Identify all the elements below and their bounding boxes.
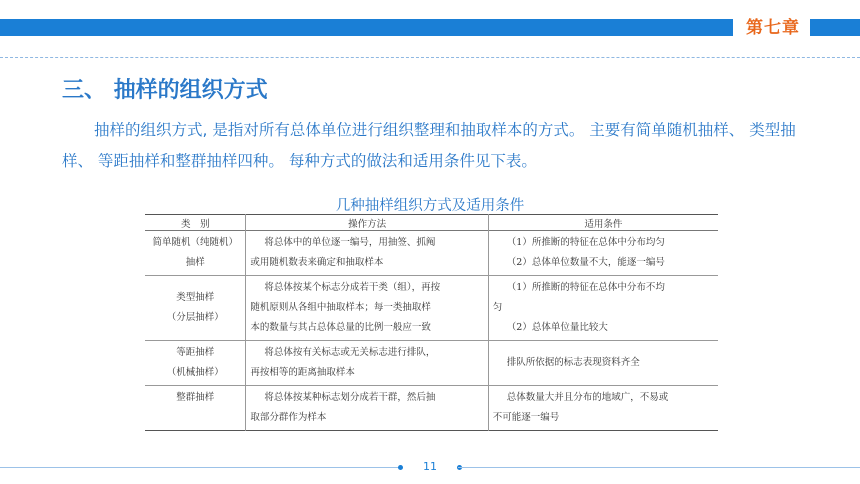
intro-text: 抽样的组织方式, 是指对所有总体单位进行组织整理和抽取样本的方式。 主要有简单随机抽样、 类型抽样、 等距抽样和整群抽样四种。 每种方式的做法和适用条件见下表。 [62, 121, 796, 170]
header-divider [0, 57, 860, 58]
header-bar-right [810, 19, 860, 36]
table-caption: 几种抽样组织方式及适用条件 [335, 198, 525, 214]
header-condition: 适用条件 [488, 215, 718, 231]
row-condition: 总体数量大并且分布的地域广，不易或 不可能逐一编号 [488, 386, 718, 431]
table-header-row [145, 215, 718, 231]
row-condition: （1）所推断的特征在总体中分布不均 匀 （2）总体单位量比较大 [488, 276, 718, 341]
row-condition: 排队所依据的标志表现资料齐全 [488, 341, 718, 386]
row-method: 将总体中的单位逐一编号，用抽签、抓阄 或用随机数表来确定和抽取样本 [246, 231, 488, 276]
row-category: 整群抽样 [176, 392, 215, 403]
row-category: 简单随机（纯随机） 抽样 [152, 237, 238, 268]
row-method: 将总体按某种标志划分成若干群，然后抽 取部分群作为样本 [246, 386, 488, 431]
sampling-table [145, 214, 718, 431]
table-row [145, 386, 718, 431]
row-condition: （1）所推断的特征在总体中分布均匀 （2）总体单位数量不大，能逐一编号 [488, 231, 718, 276]
header-method: 操作方法 [246, 215, 488, 231]
header-category: 类 别 [180, 218, 210, 230]
footer-divider-left [0, 467, 402, 468]
footer-divider-right [458, 467, 860, 468]
row-category: 等距抽样 （机械抽样） [166, 347, 224, 378]
table-row [145, 276, 718, 341]
intro-paragraph [62, 115, 802, 177]
section-title: 三、 抽样的组织方式 [62, 78, 268, 103]
chapter-label: 第七章 [746, 18, 800, 38]
row-category: 类型抽样 （分层抽样） [166, 292, 224, 323]
page-number: 11 [423, 460, 437, 473]
row-method: 将总体按有关标志或无关标志进行排队， 再按相等的距离抽取样本 [246, 341, 488, 386]
row-method: 将总体按某个标志分成若干类（组），再按 随机原则从各组中抽取样本；每一类抽取样 本的数量与其占总体总量的比例一般应一致 [246, 276, 488, 341]
footer-dot-left [398, 465, 403, 470]
header-bar-left [0, 19, 733, 36]
table-row [145, 341, 718, 386]
table-row [145, 231, 718, 276]
